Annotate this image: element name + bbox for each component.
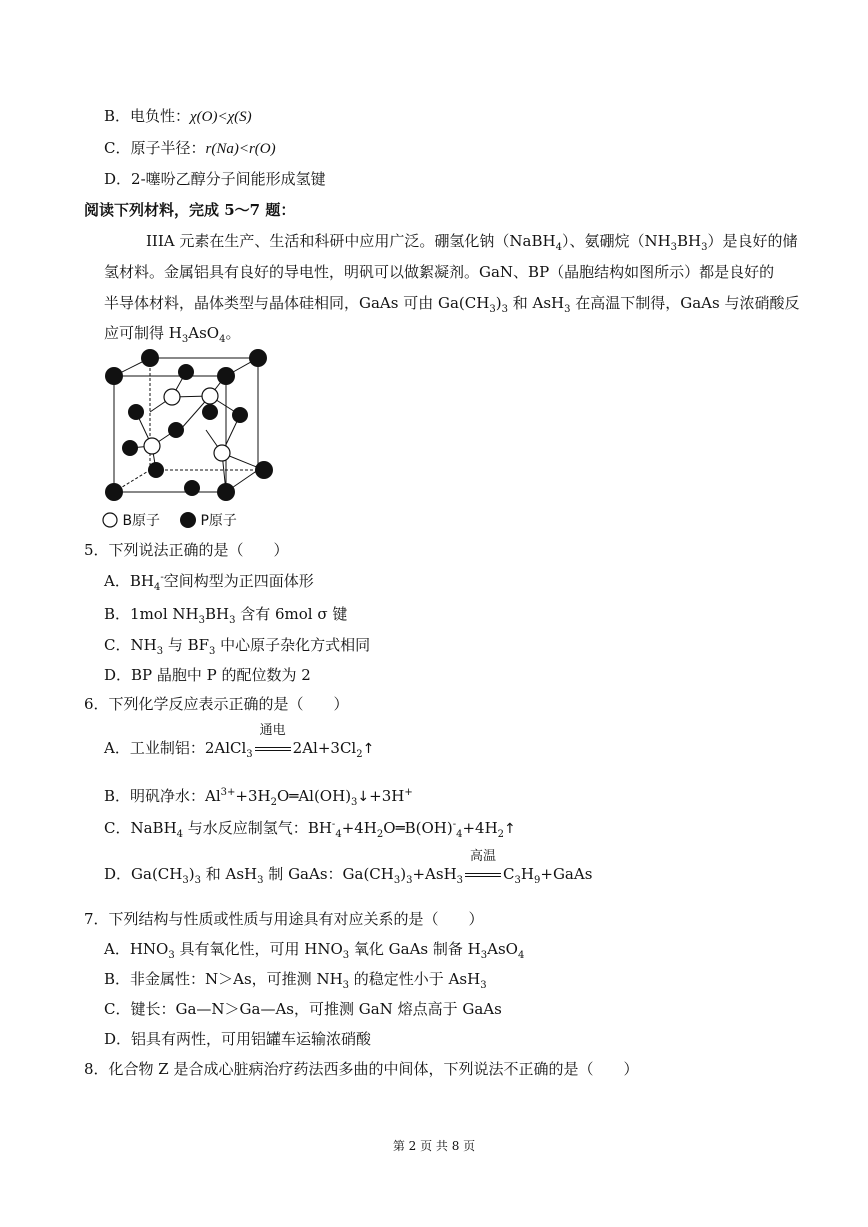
q7-option-d: D．铝具有两性，可用铝罐车运输浓硝酸 xyxy=(104,1030,372,1048)
q6-stem: 6．下列化学反应表示正确的是（ ） xyxy=(84,695,349,713)
q5-option-a: A．$BH_4^-$空间构型为正四面体形 xyxy=(104,572,314,593)
bp-unit-cell-diagram xyxy=(100,340,280,506)
q6-option-c: C．NaBH$_4$ 与水反应制氢气：$BH^-_4+4H_2O═B(OH)^-_4+4H_2↑$ xyxy=(104,819,516,840)
material-line-1: IIIA 元素在生产、生活和科研中应用广泛。硼氢化钠（NaBH$_4$）、氨硼烷$(NH_3BH_3)$是良好的储 xyxy=(146,232,798,253)
q7-option-a: A．$HNO_3$ 具有氧化性，可用 $HNO_3$ 氧化 GaAs 制备 $H_3AsO_4$ xyxy=(104,940,525,961)
q4-option-c: C．原子半径：r(Na)<r(O) xyxy=(104,139,276,157)
page-footer: 第 2 页 共 8 页 xyxy=(392,1139,476,1153)
q5-option-c: C．$NH_3$ 与 $BF_3$ 中心原子杂化方式相同 xyxy=(104,636,371,657)
material-heading: 阅读下列材料，完成 5～7 题： xyxy=(84,201,296,219)
filled-circle-icon xyxy=(180,512,196,528)
q4-option-d: D．2-噻吩乙醇分子间能形成氢键 xyxy=(104,170,326,188)
q8-stem: 8．化合物 Z 是合成心脏病治疗药法西多曲的中间体，下列说法不正确的是（ ） xyxy=(84,1060,639,1078)
legend-p-atom: P原子 xyxy=(180,510,237,530)
q6-option-b: B．明矾净水：$Al^{3+}+3H_2O═Al(OH)_3↓+3H^+$ xyxy=(104,787,413,808)
q4-option-b: B．电负性：χ(O)<χ(S) xyxy=(104,107,252,125)
legend-b-atom: B原子 xyxy=(102,510,160,530)
q7-option-c: C．键长：Ga—N＞Ga—As，可推测 GaN 熔点高于 GaAs xyxy=(104,1000,502,1018)
q6-option-d: D．$Ga(CH_3)_3$ 和 AsH$_3$ 制 GaAs：$Ga(CH_3)_3+AsH_3$ 高温 $C_3H_9+GaAs$ xyxy=(104,849,593,886)
material-line-2: 氢材料。金属铝具有良好的导电性，明矾可以做絮凝剂。GaN、BP（晶胞结构如图所示）都是良好的 xyxy=(104,263,775,281)
q7-option-b: B．非金属性：N＞As，可推测 $NH_3$ 的稳定性小于 AsH$_3$ xyxy=(104,970,487,991)
material-line-3: 半导体材料，晶体类型与晶体硅相同，GaAs 可由 $Ga(CH_3)_3$ 和 AsH$_3$ 在高温下制得，GaAs 与浓硝酸反 xyxy=(104,294,800,315)
material-line-4: 应可制得 $H_3AsO_4$。 xyxy=(104,324,241,345)
q6-option-a: A．工业制铝：2AlCl$_3$ 通电 $2Al+3Cl_2↑$ xyxy=(104,723,375,760)
q5-option-d: D．BP 晶胞中 P 的配位数为 2 xyxy=(104,666,311,684)
q5-stem: 5．下列说法正确的是（ ） xyxy=(84,541,289,559)
q5-option-b: B．1mol $NH_3BH_3$ 含有 6mol σ 键 xyxy=(104,605,348,626)
open-circle-icon xyxy=(102,512,118,528)
q7-stem: 7．下列结构与性质或性质与用途具有对应关系的是（ ） xyxy=(84,910,484,928)
